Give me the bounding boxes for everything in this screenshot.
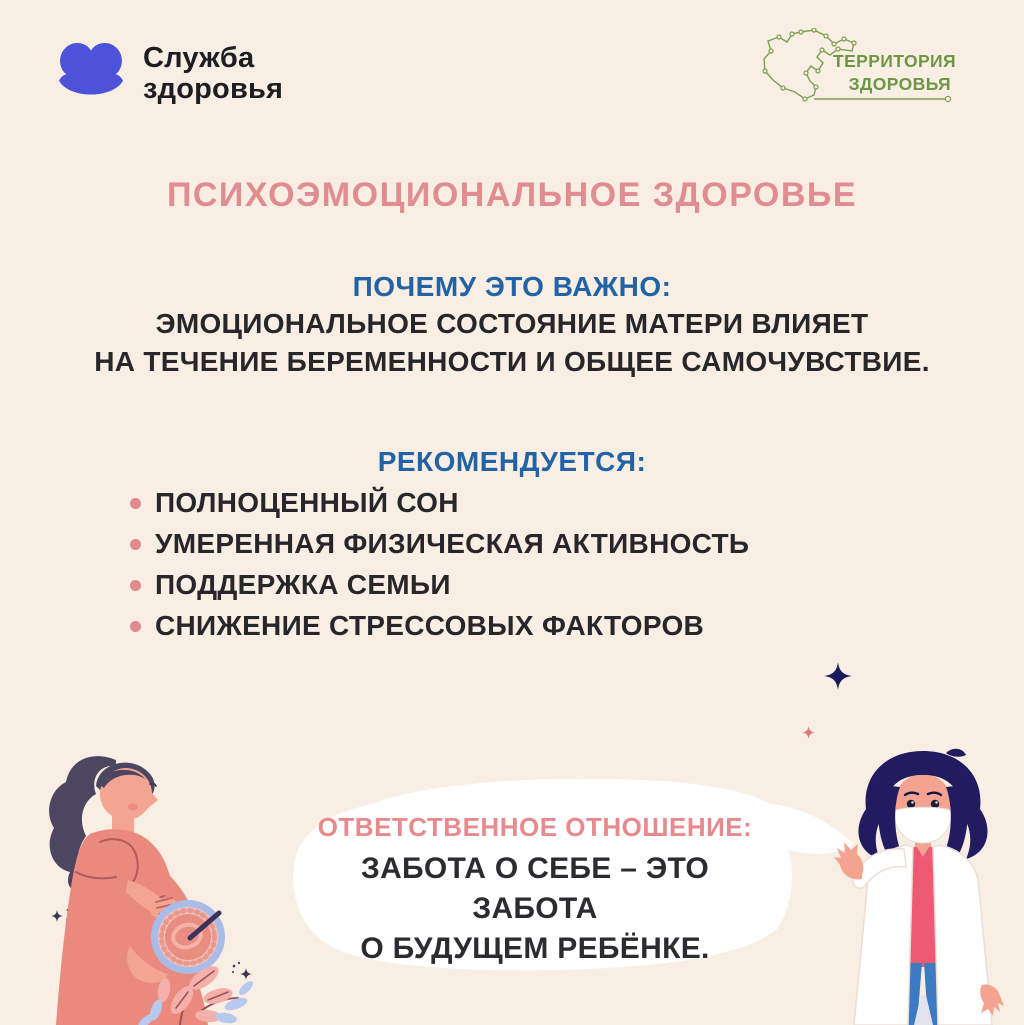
- doctor-illustration: [822, 745, 1022, 1025]
- health-service-logo: [54, 40, 283, 105]
- why-heading: ПОЧЕМУ ЭТО ВАЖНО:: [352, 271, 672, 302]
- territory-brand-name: [833, 50, 956, 96]
- heart-smile-icon: [54, 40, 128, 104]
- bubble-line1: ЗАБОТА О СЕБЕ – ЭТО ЗАБОТА: [360, 852, 710, 925]
- recommendations-heading: РЕКОМЕНДУЕТСЯ:: [377, 446, 647, 477]
- bullet-dot-icon: [130, 621, 141, 632]
- brand-name-line1: Служба: [143, 42, 255, 74]
- bubble-heading: ОТВЕТСТВЕННОЕ ОТНОШЕНИЕ:: [317, 812, 753, 842]
- bullet-dot-icon: [130, 580, 141, 591]
- bullet-dot-icon: [130, 498, 141, 509]
- why-text-line2: НА ТЕЧЕНИЕ БЕРЕМЕННОСТИ И ОБЩЕЕ САМОЧУВСТВИЕ.: [94, 346, 930, 377]
- list-item-label: УМЕРЕННАЯ ФИЗИЧЕСКАЯ АКТИВНОСТЬ: [155, 527, 750, 559]
- territory-brand-line1: ТЕРРИТОРИЯ: [833, 51, 956, 71]
- bubble-line2: О БУДУЩЕМ РЕБЁНКЕ.: [360, 932, 710, 965]
- territory-brand-line2: ЗДОРОВЬЯ: [848, 74, 951, 94]
- bullet-dot-icon: [130, 539, 141, 550]
- list-item: [130, 482, 749, 523]
- brand-name-line2: здоровья: [143, 73, 284, 105]
- page-title: ПСИХОЭМОЦИОНАЛЬНОЕ ЗДОРОВЬЕ: [166, 176, 858, 214]
- pink-sparkle-icon: [802, 726, 815, 739]
- list-item-label: ПОДДЕРЖКА СЕМЬИ: [155, 568, 451, 600]
- brand-name: [143, 40, 283, 105]
- list-item: [130, 523, 749, 564]
- bubble-text-block: [310, 812, 760, 969]
- sparkle-star-icon: [824, 662, 852, 690]
- recommendations-list: [130, 482, 749, 646]
- list-item: [130, 564, 749, 605]
- pregnant-woman-illustration: [12, 750, 262, 1025]
- list-item: [130, 605, 749, 646]
- why-text-line1: ЭМОЦИОНАЛЬНОЕ СОСТОЯНИЕ МАТЕРИ ВЛИЯЕТ: [155, 308, 869, 339]
- list-item-label: СНИЖЕНИЕ СТРЕССОВЫХ ФАКТОРОВ: [155, 609, 705, 641]
- list-item-label: ПОЛНОЦЕННЫЙ СОН: [155, 486, 459, 518]
